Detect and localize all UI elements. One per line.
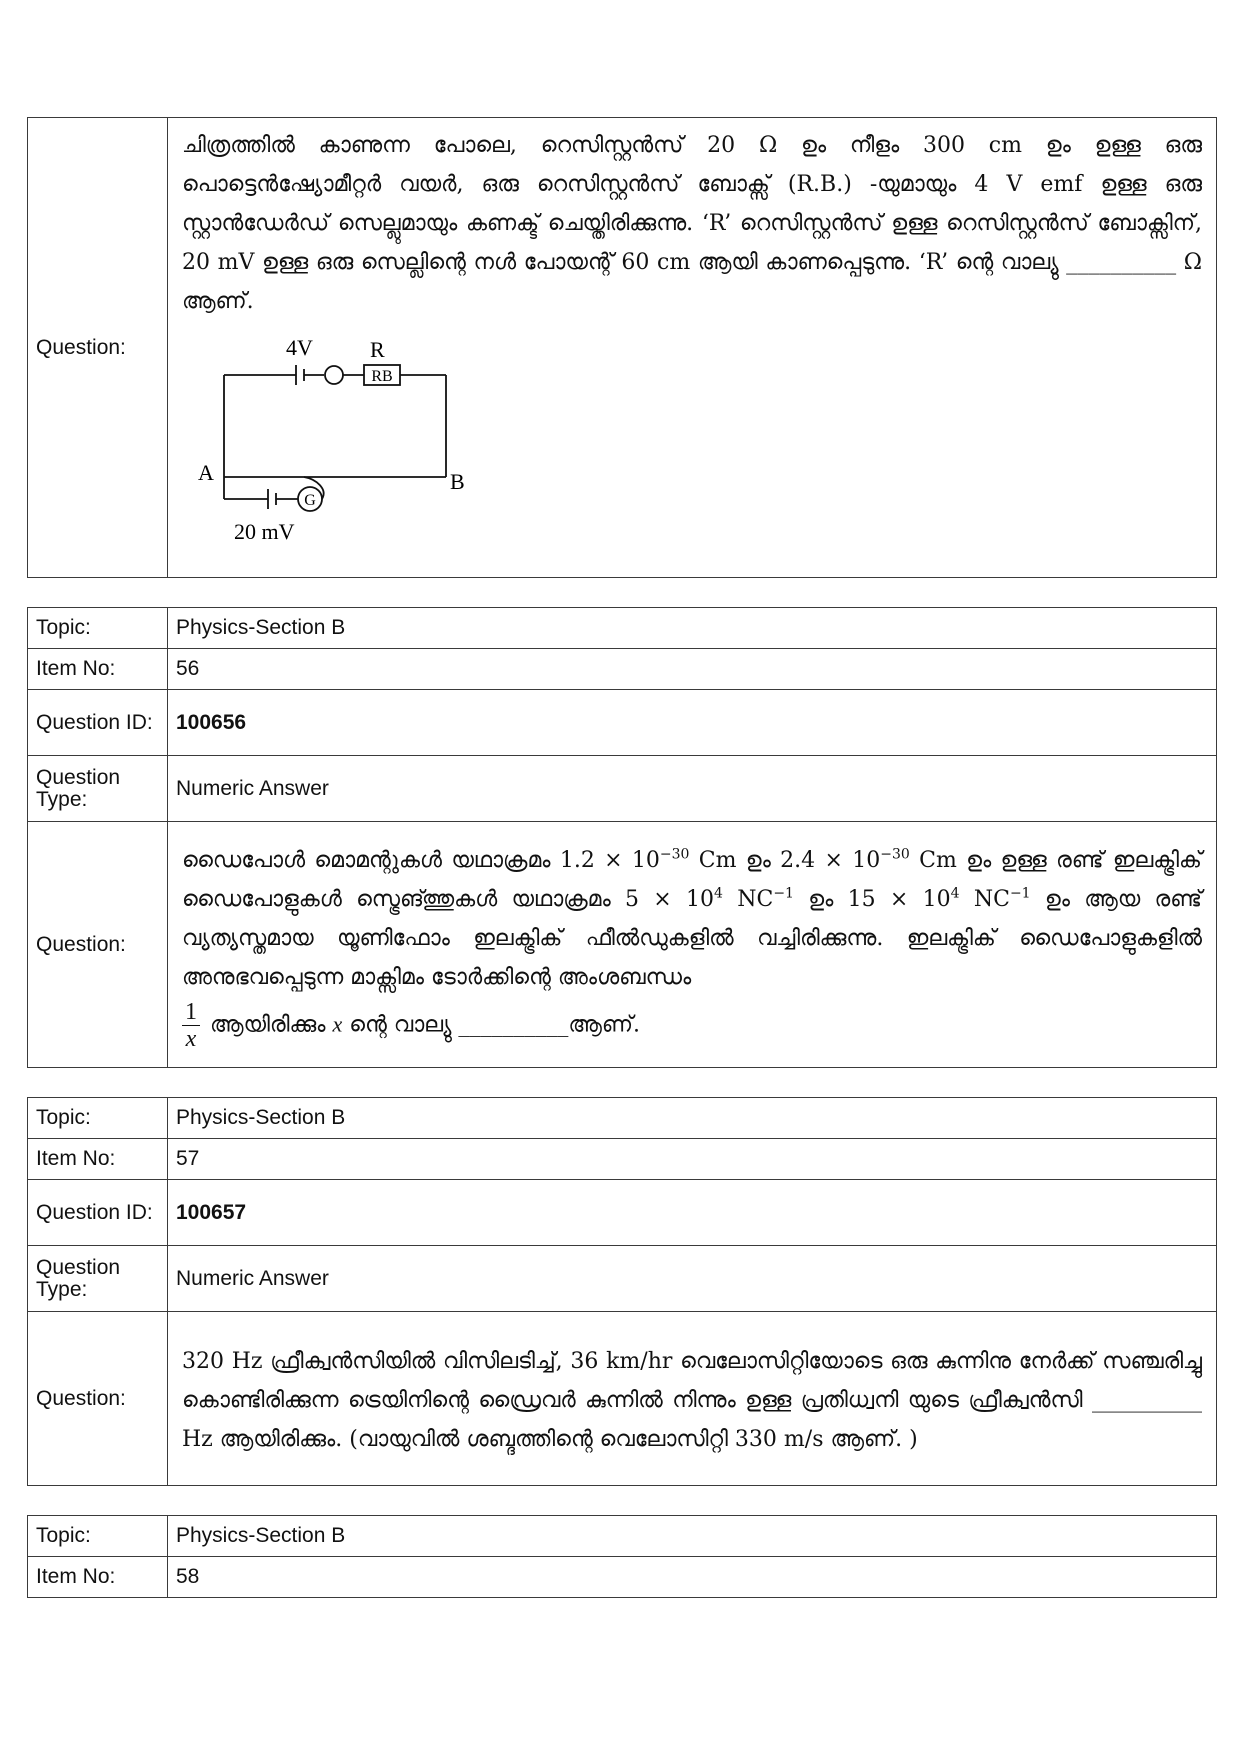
question-label: Question: bbox=[28, 822, 168, 1068]
question-table-55 bbox=[27, 117, 1217, 578]
topic-label: Topic: bbox=[28, 608, 168, 649]
question-label: Question: bbox=[28, 118, 168, 578]
question-table-57 bbox=[27, 1097, 1217, 1486]
question-id-value: 100656 bbox=[168, 690, 1217, 756]
item-no-label: Item No: bbox=[28, 649, 168, 690]
question-text-cell bbox=[168, 1312, 1217, 1486]
topic-value: Physics-Section B bbox=[168, 608, 1217, 649]
cell-label: 20 mV bbox=[234, 519, 295, 544]
question-table-58 bbox=[27, 1515, 1217, 1598]
box-label: RB bbox=[371, 368, 393, 385]
item-no-value: 56 bbox=[168, 649, 1217, 690]
question-text: ചിത്രത്തിൽ കാണുന്ന പോലെ, റെസിസ്റ്റൻസ് 20 Ω ഉം നീളം 300 cm ഉം ഉള്ള ഒരു പൊട്ടെൻഷ്യോമീറ്റർ വയർ, ഒരു റെസിസ്റ്റൻസ് ബോക്സ് (R.B.) -യുമായും 4 V emf ഉള്ള ഒരു സ്റ്റാൻഡേർഡ് സെല്ലുമായും കണക്ട് ചെയ്തിരിക്കുന്നു. ‘R’ റെസിസ്റ്റൻസ് ഉള്ള റെസിസ്റ്റൻസ് ബോക്സിന്, 20 mV ഉള്ള ഒരു സെല്ലിന്റെ നൾ പോയന്റ് 60 cm ആയി കാണപ്പെടുന്നു. ‘R’ ന്റെ വാല്യു __________ Ω ആണ്. bbox=[182, 133, 1202, 314]
question-type-label: Question Type: bbox=[28, 1246, 168, 1312]
topic-label: Topic: bbox=[28, 1098, 168, 1139]
question-type-value: Numeric Answer bbox=[168, 756, 1217, 822]
item-no-label: Item No: bbox=[28, 1557, 168, 1598]
item-no-value: 58 bbox=[168, 1557, 1217, 1598]
question-text-fraction-line: $\frac{1}{x}$ ആയിരിക്കും x ന്റെ വാല്യു __________ആണ്. bbox=[182, 999, 1202, 1052]
resistor-label: R bbox=[370, 337, 385, 362]
question-id-value: 100657 bbox=[168, 1180, 1217, 1246]
topic-value: Physics-Section B bbox=[168, 1098, 1217, 1139]
question-type-value: Numeric Answer bbox=[168, 1246, 1217, 1312]
battery-label: 4V bbox=[286, 335, 313, 360]
item-no-label: Item No: bbox=[28, 1139, 168, 1180]
fraction: $\frac{1}{x}$ bbox=[182, 999, 200, 1052]
potentiometer-circuit-diagram bbox=[186, 327, 516, 557]
key-symbol bbox=[325, 366, 343, 384]
topic-value: Physics-Section B bbox=[168, 1516, 1217, 1557]
question-text: 320 Hz ഫ്രീക്വൻസിയിൽ വിസിലടിച്ച്, 36 km/hr വെലോസിറ്റിയോടെ ഒരു കുന്നിനു നേർക്ക് സഞ്ചരിച്ചു കൊണ്ടിരിക്കുന്ന ട്രെയിനിന്റെ ഡ്രൈവർ കുന്നിൽ നിന്നും ഉള്ള പ്രതിധ്വനി യുടെ ഫ്രീക്വൻസി __________ Hz ആയിരിക്കും. (വായുവിൽ ശബ്ദത്തിന്റെ വെലോസിറ്റി 330 m/s ആണ്. ) bbox=[182, 1349, 1202, 1452]
question-label: Question: bbox=[28, 1312, 168, 1486]
question-id-label: Question ID: bbox=[28, 1180, 168, 1246]
question-type-label: Question Type: bbox=[28, 756, 168, 822]
question-text-cell bbox=[168, 118, 1217, 578]
item-no-value: 57 bbox=[168, 1139, 1217, 1180]
point-a-label: A bbox=[198, 460, 214, 485]
question-text: ഡൈപോൾ മൊമന്റുകൾ യഥാക്രമം $1.2 \times 10^{-30}$ Cm ഉം $2.4 \times 10^{-30}$ Cm ഉം ഉള്ള രണ്ട് ഇലക്ട്രിക് ഡൈപോളുകൾ സ്ട്രെങ്ത്തുകൾ യഥാക്രമം $5 \times 10^4$ $NC^{-1}$ ഉം $15 \times 10^4$ $NC^{-1}$ ഉം ആയ രണ്ട് വ്യത്യസ്തമായ യൂണിഫോം ഇലക്ട്രിക് ഫീൽഡുകളിൽ വച്ചിരിക്കുന്നു. ഇലക്ട്രിക് ഡൈപോളുകളിൽ അനുഭവപ്പെടുന്ന മാക്സിമം ടോർക്കിന്റെ അംശബന്ധം bbox=[182, 846, 1203, 990]
galvanometer-label: G bbox=[304, 492, 316, 509]
point-b-label: B bbox=[450, 469, 465, 494]
question-id-label: Question ID: bbox=[28, 690, 168, 756]
question-table-56 bbox=[27, 607, 1217, 1068]
topic-label: Topic: bbox=[28, 1516, 168, 1557]
question-text-cell bbox=[168, 822, 1217, 1068]
